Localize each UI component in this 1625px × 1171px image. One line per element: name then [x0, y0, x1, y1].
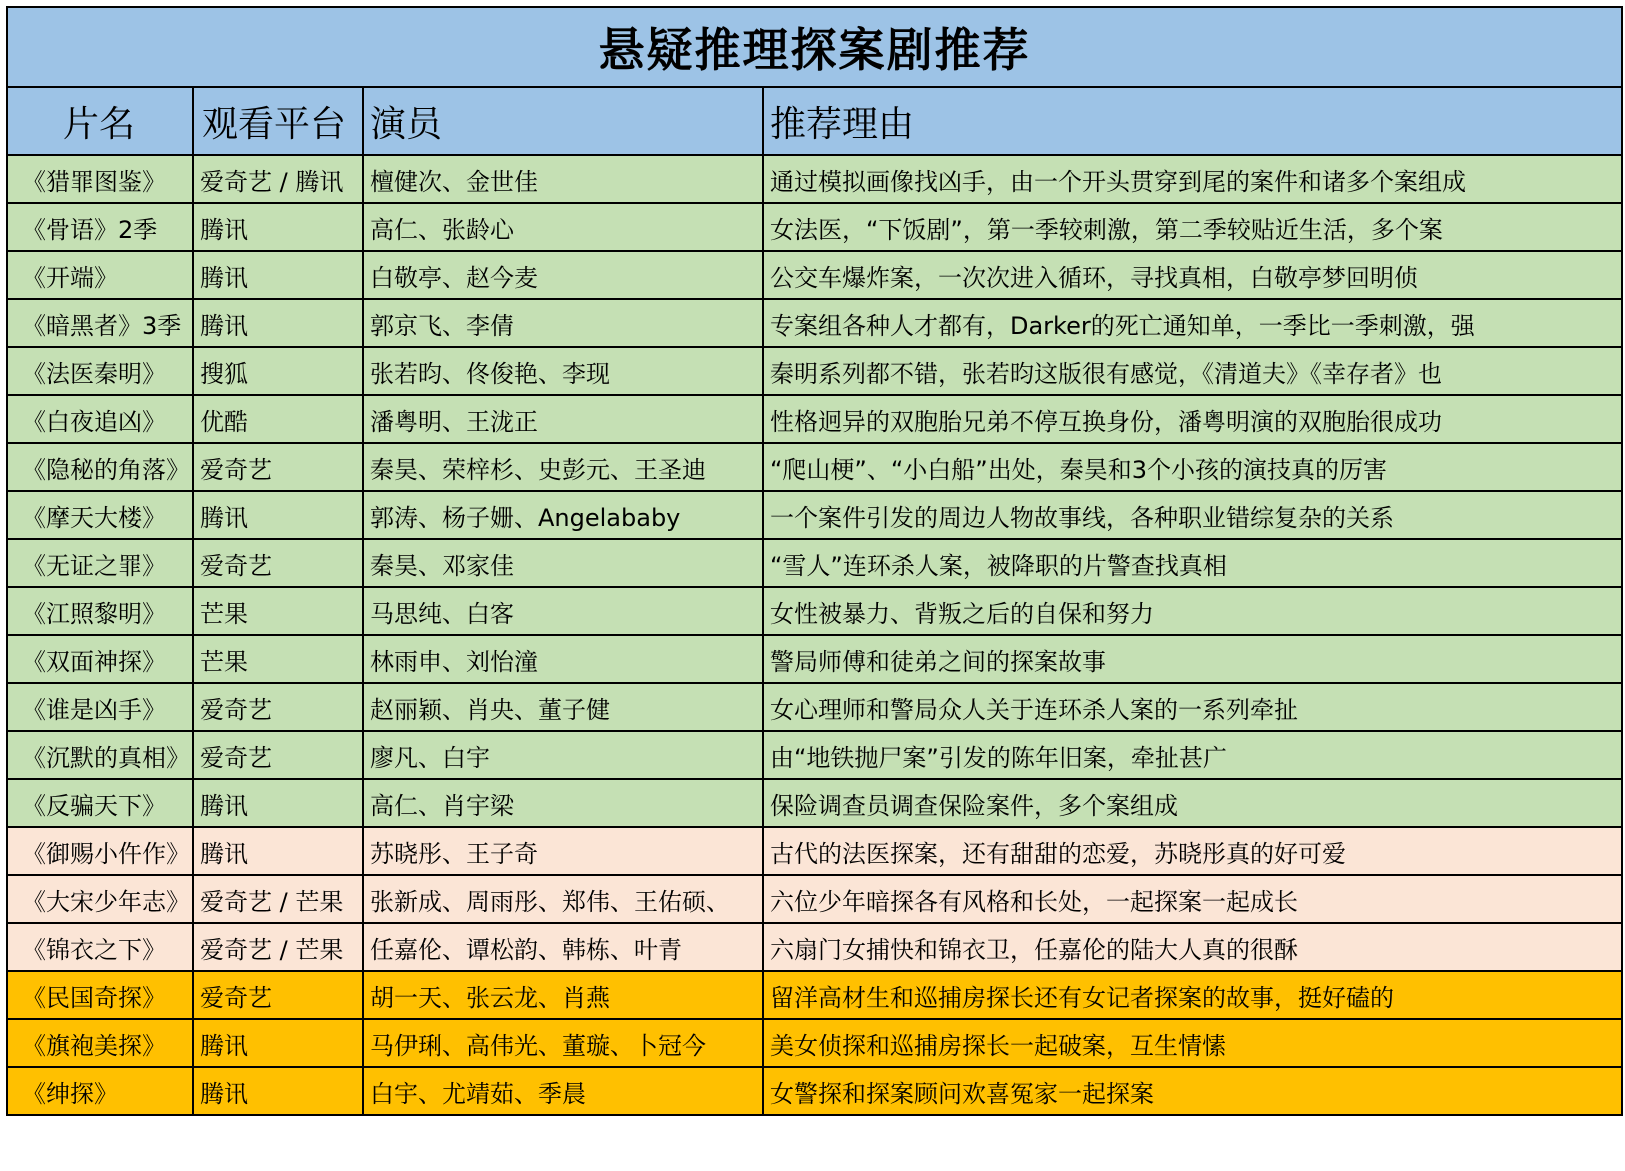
table-row [7, 875, 1622, 923]
cell-reason: 秦明系列都不错，张若昀这版很有感觉，《清道夫》《幸存者》也 [763, 347, 1622, 395]
cell-platform: 腾讯 [193, 299, 363, 347]
cell-actors: 马伊琍、高伟光、董璇、卜冠今 [363, 1019, 763, 1067]
cell-actors: 檀健次、金世佳 [363, 155, 763, 203]
table-row [7, 683, 1622, 731]
cell-actors: 苏晓彤、王子奇 [363, 827, 763, 875]
cell-name: 《猎罪图鉴》 [7, 155, 193, 203]
cell-actors: 郭涛、杨子姗、Angelababy [363, 491, 763, 539]
cell-reason: 专案组各种人才都有，Darker的死亡通知单，一季比一季刺激，强 [763, 299, 1622, 347]
cell-reason: “雪人”连环杀人案，被降职的片警查找真相 [763, 539, 1622, 587]
header-row [7, 87, 1622, 155]
drama-table [6, 6, 1623, 1116]
table-row [7, 539, 1622, 587]
cell-reason: 留洋高材生和巡捕房探长还有女记者探案的故事，挺好磕的 [763, 971, 1622, 1019]
cell-actors: 高仁、张龄心 [363, 203, 763, 251]
cell-reason: 警局师傅和徒弟之间的探案故事 [763, 635, 1622, 683]
cell-name: 《无证之罪》 [7, 539, 193, 587]
table-row [7, 587, 1622, 635]
cell-name: 《摩天大楼》 [7, 491, 193, 539]
cell-platform: 腾讯 [193, 203, 363, 251]
cell-actors: 林雨申、刘怡潼 [363, 635, 763, 683]
cell-name: 《开端》 [7, 251, 193, 299]
cell-platform: 腾讯 [193, 779, 363, 827]
cell-platform: 腾讯 [193, 827, 363, 875]
header-platform: 观看平台 [193, 87, 363, 155]
cell-name: 《白夜追凶》 [7, 395, 193, 443]
table-row [7, 779, 1622, 827]
cell-actors: 张新成、周雨彤、郑伟、王佑硕、 [363, 875, 763, 923]
cell-actors: 赵丽颖、肖央、董子健 [363, 683, 763, 731]
cell-name: 《旗袍美探》 [7, 1019, 193, 1067]
table-row [7, 203, 1622, 251]
table-row [7, 443, 1622, 491]
table-row [7, 299, 1622, 347]
table-row [7, 1067, 1622, 1115]
cell-actors: 秦昊、荣梓杉、史彭元、王圣迪 [363, 443, 763, 491]
cell-name: 《锦衣之下》 [7, 923, 193, 971]
cell-platform: 芒果 [193, 635, 363, 683]
cell-reason: 女性被暴力、背叛之后的自保和努力 [763, 587, 1622, 635]
cell-reason: 六位少年暗探各有风格和长处，一起探案一起成长 [763, 875, 1622, 923]
table-row [7, 491, 1622, 539]
cell-name: 《大宋少年志》 [7, 875, 193, 923]
cell-actors: 白敬亭、赵今麦 [363, 251, 763, 299]
cell-reason: 由“地铁抛尸案”引发的陈年旧案，牵扯甚广 [763, 731, 1622, 779]
cell-reason: 保险调查员调查保险案件，多个案组成 [763, 779, 1622, 827]
table-row [7, 971, 1622, 1019]
cell-actors: 郭京飞、李倩 [363, 299, 763, 347]
table-row [7, 155, 1622, 203]
table-row [7, 395, 1622, 443]
cell-platform: 腾讯 [193, 1067, 363, 1115]
table-row [7, 731, 1622, 779]
cell-platform: 爱奇艺 [193, 539, 363, 587]
cell-actors: 张若昀、佟俊艳、李现 [363, 347, 763, 395]
cell-reason: 公交车爆炸案，一次次进入循环，寻找真相，白敬亭梦回明侦 [763, 251, 1622, 299]
cell-platform: 优酷 [193, 395, 363, 443]
cell-name: 《御赐小仵作》 [7, 827, 193, 875]
cell-name: 《沉默的真相》 [7, 731, 193, 779]
cell-platform: 爱奇艺 [193, 971, 363, 1019]
cell-platform: 爱奇艺 [193, 731, 363, 779]
cell-platform: 爱奇艺 / 腾讯 [193, 155, 363, 203]
cell-actors: 白宇、尤靖茹、季晨 [363, 1067, 763, 1115]
cell-name: 《绅探》 [7, 1067, 193, 1115]
cell-actors: 廖凡、白宇 [363, 731, 763, 779]
table-row [7, 923, 1622, 971]
cell-platform: 芒果 [193, 587, 363, 635]
cell-name: 《谁是凶手》 [7, 683, 193, 731]
cell-name: 《反骗天下》 [7, 779, 193, 827]
cell-platform: 爱奇艺 [193, 443, 363, 491]
cell-reason: 古代的法医探案，还有甜甜的恋爱，苏晓彤真的好可爱 [763, 827, 1622, 875]
cell-name: 《隐秘的角落》 [7, 443, 193, 491]
cell-actors: 胡一天、张云龙、肖燕 [363, 971, 763, 1019]
cell-reason: 美女侦探和巡捕房探长一起破案，互生情愫 [763, 1019, 1622, 1067]
cell-name: 《双面神探》 [7, 635, 193, 683]
table-row [7, 251, 1622, 299]
table-row [7, 347, 1622, 395]
cell-name: 《法医秦明》 [7, 347, 193, 395]
cell-actors: 潘粤明、王泷正 [363, 395, 763, 443]
table-row [7, 827, 1622, 875]
header-name: 片名 [7, 87, 193, 155]
title-row [7, 7, 1622, 87]
cell-platform: 腾讯 [193, 1019, 363, 1067]
cell-name: 《暗黑者》3季 [7, 299, 193, 347]
cell-reason: 女警探和探案顾问欢喜冤家一起探案 [763, 1067, 1622, 1115]
cell-reason: 性格迥异的双胞胎兄弟不停互换身份，潘粤明演的双胞胎很成功 [763, 395, 1622, 443]
cell-platform: 爱奇艺 / 芒果 [193, 875, 363, 923]
cell-reason: 六扇门女捕快和锦衣卫，任嘉伦的陆大人真的很酥 [763, 923, 1622, 971]
cell-name: 《民国奇探》 [7, 971, 193, 1019]
cell-name: 《骨语》2季 [7, 203, 193, 251]
table-row [7, 1019, 1622, 1067]
cell-reason: 一个案件引发的周边人物故事线，各种职业错综复杂的关系 [763, 491, 1622, 539]
cell-reason: “爬山梗”、“小白船”出处，秦昊和3个小孩的演技真的厉害 [763, 443, 1622, 491]
cell-platform: 腾讯 [193, 491, 363, 539]
cell-platform: 腾讯 [193, 251, 363, 299]
cell-reason: 女心理师和警局众人关于连环杀人案的一系列牵扯 [763, 683, 1622, 731]
cell-name: 《江照黎明》 [7, 587, 193, 635]
header-actors: 演员 [363, 87, 763, 155]
cell-reason: 通过模拟画像找凶手，由一个开头贯穿到尾的案件和诸多个案组成 [763, 155, 1622, 203]
cell-reason: 女法医，“下饭剧”，第一季较刺激，第二季较贴近生活，多个案 [763, 203, 1622, 251]
table-row [7, 635, 1622, 683]
cell-platform: 爱奇艺 [193, 683, 363, 731]
cell-actors: 马思纯、白客 [363, 587, 763, 635]
cell-actors: 任嘉伦、谭松韵、韩栋、叶青 [363, 923, 763, 971]
sheet-title: 悬疑推理探案剧推荐 [7, 7, 1622, 87]
cell-actors: 秦昊、邓家佳 [363, 539, 763, 587]
cell-platform: 搜狐 [193, 347, 363, 395]
header-reason: 推荐理由 [763, 87, 1622, 155]
cell-actors: 高仁、肖宇梁 [363, 779, 763, 827]
cell-platform: 爱奇艺 / 芒果 [193, 923, 363, 971]
